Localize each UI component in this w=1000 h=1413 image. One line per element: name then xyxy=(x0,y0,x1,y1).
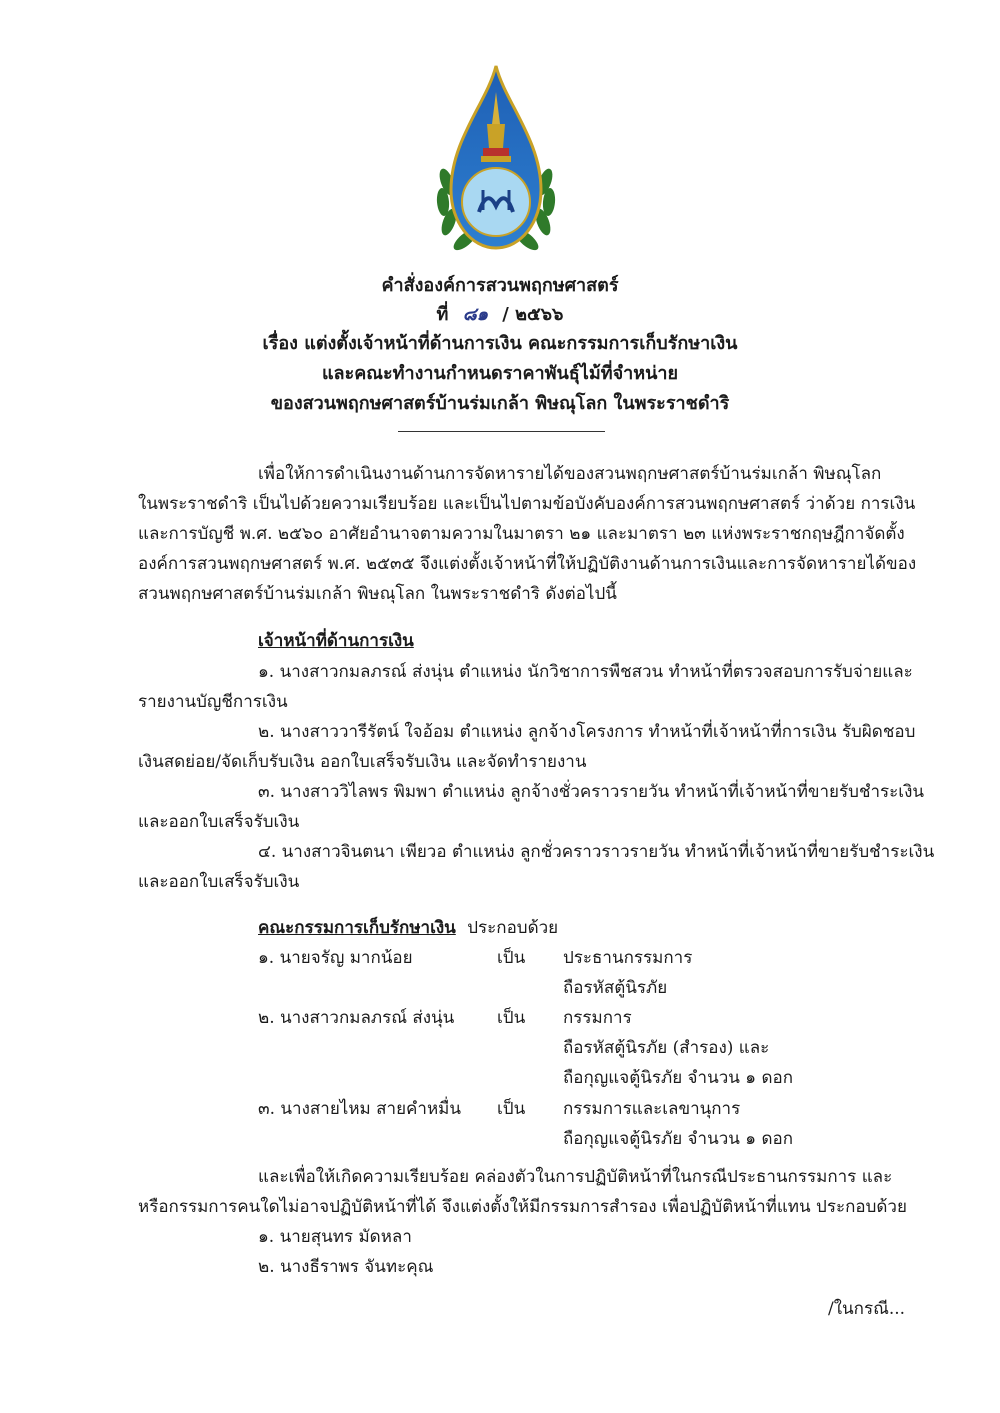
continued-marker: /ในกรณี... xyxy=(828,1299,906,1319)
committee-member-2-as: เป็น xyxy=(497,1008,526,1028)
officer-1-line-1: ๑. นางสาวกมลภรณ์ ส่งนุ่น ตำแหน่ง นักวิชาการพืชสวน ทำหน้าที่ตรวจสอบการรับจ่ายและ xyxy=(258,662,913,682)
committee-heading-tail: ประกอบด้วย xyxy=(467,918,559,938)
committee-member-1-role-1: ประธานกรรมการ xyxy=(563,948,693,968)
intro-line-5: สวนพฤกษศาสตร์บ้านร่มเกล้า พิษณุโลก ในพระราชดำริ ดังต่อไปนี้ xyxy=(138,584,617,604)
committee-member-2-role-1: กรรมการ xyxy=(563,1008,632,1028)
committee-member-1-as: เป็น xyxy=(497,948,526,968)
committee-member-1-role-2: ถือรหัสตู้นิรภัย xyxy=(563,978,668,998)
officer-2-line-2: เงินสดย่อย/จัดเก็บรับเงิน ออกใบเสร็จรับเงิน และจัดทำรายงาน xyxy=(138,752,587,772)
committee-member-2-role-2: ถือรหัสตู้นิรภัย (สำรอง) และ xyxy=(563,1038,770,1058)
committee-member-3-role-1: กรรมการและเลขานุการ xyxy=(563,1099,741,1119)
reserve-line-1: และเพื่อให้เกิดความเรียบร้อย คล่องตัวในการปฏิบัติหน้าที่ในกรณีประธานกรรมการ และ xyxy=(258,1167,893,1187)
officer-2-line-1: ๒. นางสาววารีรัตน์ ใจอ้อม ตำแหน่ง ลูกจ้างโครงการ ทำหน้าที่เจ้าหน้าที่การเงิน รับผิดชอบ xyxy=(258,722,916,742)
subject-line-1: เรื่อง แต่งตั้งเจ้าหน้าที่ด้านการเงิน คณะกรรมการเก็บรักษาเงิน xyxy=(262,333,738,354)
reserve-line-2: หรือกรรมการคนใดไม่อาจปฏิบัติหน้าที่ได้ จึงแต่งตั้งให้มีกรรมการสำรอง เพื่อปฏิบัติหน้าที่แทน ประกอบด้วย xyxy=(138,1197,907,1217)
header-divider xyxy=(398,431,605,432)
committee-member-1-name: ๑. นายจรัญ มากน้อย xyxy=(258,948,413,968)
officer-4-line-1: ๔. นางสาวจินตนา เพียวอ ตำแหน่ง ลูกชั่วคราวราวรายวัน ทำหน้าที่เจ้าหน้าที่ขายรับชำระเงิน xyxy=(258,842,935,862)
committee-member-2-name: ๒. นางสาวกมลภรณ์ ส่งนุ่น xyxy=(258,1008,455,1028)
officer-3-line-1: ๓. นางสาววิไลพร พิมพา ตำแหน่ง ลูกจ้างชั่วคราวรายวัน ทำหน้าที่เจ้าหน้าที่ขายรับชำระเงิน xyxy=(258,782,925,802)
officer-4-line-2: และออกใบเสร็จรับเงิน xyxy=(138,872,300,892)
intro-line-2: ในพระราชดำริ เป็นไปด้วยความเรียบร้อย และเป็นไปตามข้อบังคับองค์การสวนพฤกษศาสตร์ ว่าด้วย การเงิน xyxy=(138,494,916,514)
committee-member-3-as: เป็น xyxy=(497,1099,526,1119)
committee-member-3-name: ๓. นางสายไหม สายคำหมื่น xyxy=(258,1099,461,1119)
officer-3-line-2: และออกใบเสร็จรับเงิน xyxy=(138,812,300,832)
officer-1-line-2: รายงานบัญชีการเงิน xyxy=(138,692,288,712)
subject-line-3: ของสวนพฤกษศาสตร์บ้านร่มเกล้า พิษณุโลก ในพระราชดำริ xyxy=(270,393,730,414)
reserve-member-2: ๒. นางธีราพร จันทะคุณ xyxy=(258,1257,434,1277)
number-year: / ๒๕๖๖ xyxy=(502,304,564,325)
order-title: คำสั่งองค์การสวนพฤกษศาสตร์ xyxy=(381,275,619,296)
number-label: ที่ xyxy=(436,304,449,325)
committee-heading-row xyxy=(258,914,558,941)
reserve-member-1: ๑. นายสุนทร มัดหลา xyxy=(258,1227,412,1247)
organization-emblem xyxy=(427,62,565,262)
intro-line-4: องค์การสวนพฤกษศาสตร์ พ.ศ. ๒๕๓๕ จึงแต่งตั้งเจ้าหน้าที่ให้ปฏิบัติงานด้านการเงินและการจัดหารายได้ของ xyxy=(138,554,917,574)
committee-member-3-role-2: ถือกุญแจตู้นิรภัย จำนวน ๑ ดอก xyxy=(563,1129,793,1149)
subject-line-2: และคณะทำงานกำหนดราคาพันธุ์ไม้ที่จำหน่าย xyxy=(321,363,679,384)
intro-line-1: เพื่อให้การดำเนินงานด้านการจัดหารายได้ของสวนพฤกษศาสตร์บ้านร่มเกล้า พิษณุโลก xyxy=(258,464,882,484)
intro-line-3: และการบัญชี พ.ศ. ๒๕๖๐ อาศัยอำนาจตามความในมาตรา ๒๑ และมาตรา ๒๓ แห่งพระราชกฤษฎีกาจัดตั้ง xyxy=(138,524,905,544)
number-value: ๘๑ xyxy=(462,304,488,325)
committee-member-2-role-3: ถือกุญแจตู้นิรภัย จำนวน ๑ ดอก xyxy=(563,1068,793,1088)
finance-officers-heading: เจ้าหน้าที่ด้านการเงิน xyxy=(258,631,414,651)
committee-heading: คณะกรรมการเก็บรักษาเงิน xyxy=(258,918,456,938)
order-number xyxy=(0,299,1000,328)
